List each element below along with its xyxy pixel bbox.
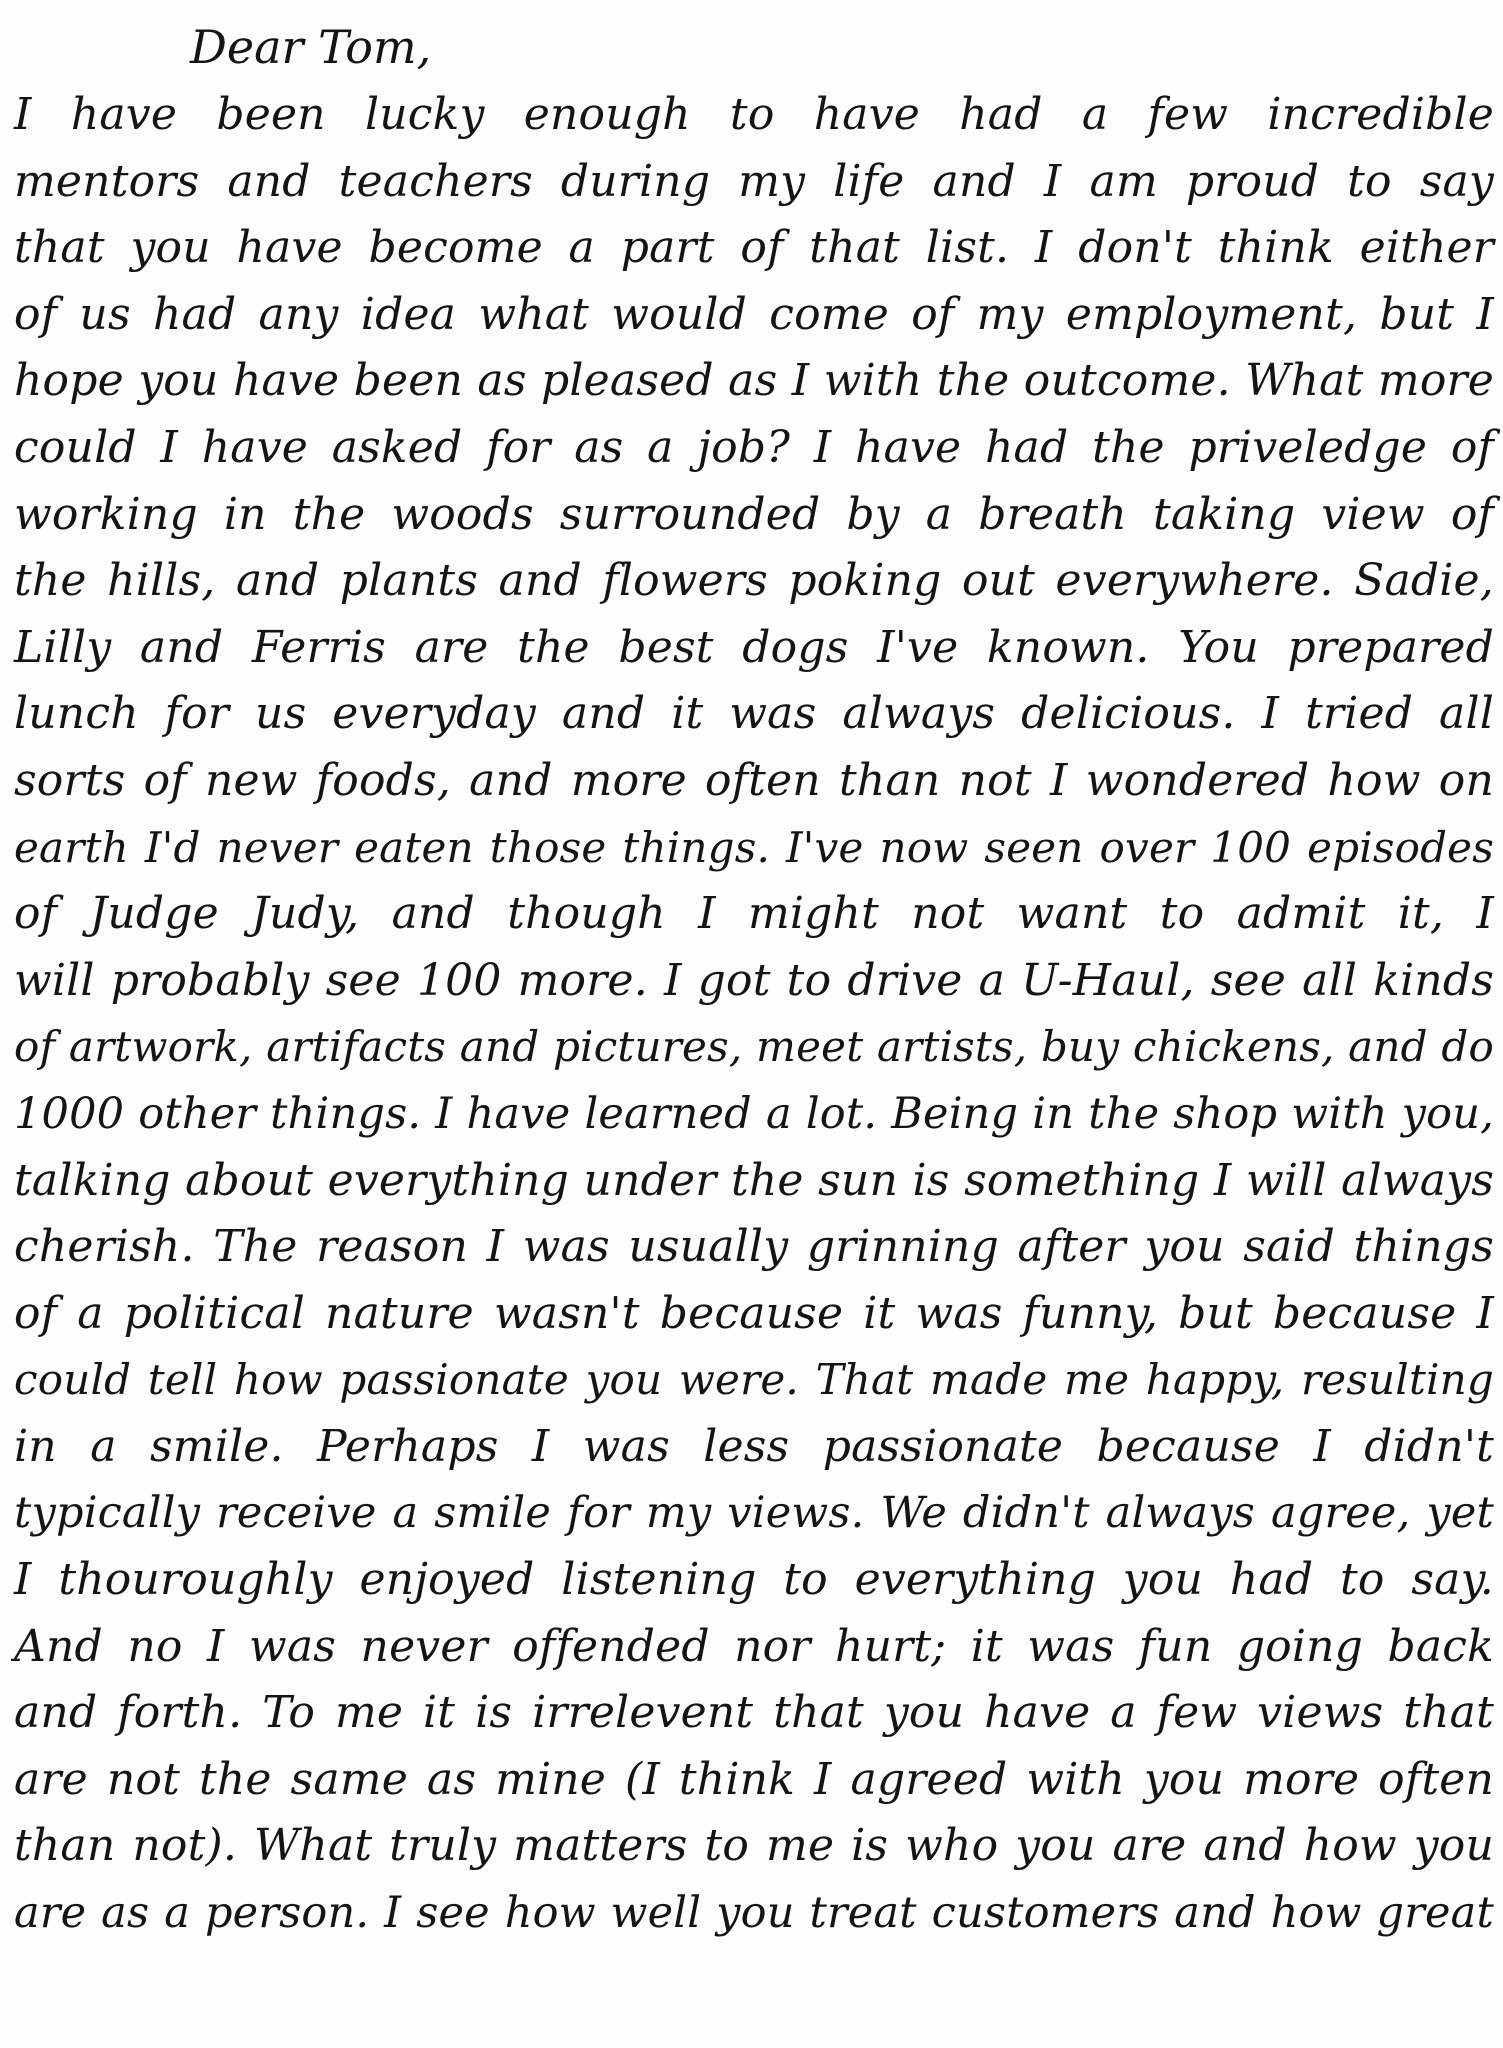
salutation: Dear Tom, <box>190 20 432 74</box>
letter-line: sorts of new foods, and more often than not I wondered how on <box>14 754 1494 806</box>
letter-line: 1000 other things. I have learned a lot. Being in the shop with you, <box>14 1088 1494 1139</box>
letter-line: hope you have been as pleased as I with the outcome. What more <box>14 355 1494 407</box>
letter-line: I have been lucky enough to have had a few incredible <box>14 89 1494 140</box>
letter-line: that you have become a part of that list. I don't think either <box>14 222 1494 274</box>
letter-line: than not). What truly matters to me is who you are and how you <box>14 1820 1494 1872</box>
letter-line: of a political nature wasn't because it was funny, but because I <box>14 1287 1494 1339</box>
letter-line: Lilly and Ferris are the best dogs I've known. You prepared <box>14 621 1494 673</box>
letter-line: mentors and teachers during my life and I am proud to say <box>14 155 1494 207</box>
letter-line: of Judge Judy, and though I might not want to admit it, I <box>14 888 1494 940</box>
letter-body <box>14 82 1494 1947</box>
letter-line: the hills, and plants and flowers poking out everywhere. Sadie, <box>14 555 1494 607</box>
letter-line: and forth. To me it is irrelevent that you have a few views that <box>14 1687 1494 1739</box>
letter-line: cherish. The reason I was usually grinning after you said things <box>14 1221 1494 1273</box>
letter-line: are as a person. I see how well you treat customers and how great <box>14 1888 1494 1939</box>
letter-line: will probably see 100 more. I got to drive a U-Haul, see all kinds <box>14 954 1494 1006</box>
letter-line: in a smile. Perhaps I was less passionate because I didn't <box>14 1420 1494 1472</box>
letter-line: could tell how passionate you were. That made me happy, resulting <box>14 1355 1494 1405</box>
letter-line: And no I was never offended nor hurt; it was fun going back <box>14 1620 1494 1672</box>
letter-line: I thouroughly enjoyed listening to everything you had to say. <box>14 1554 1494 1606</box>
letter-line: of artwork, artifacts and pictures, meet artists, buy chickens, and do <box>14 1022 1494 1072</box>
letter-line: could I have asked for as a job? I have had the priveledge of <box>14 421 1494 473</box>
letter-line: lunch for us everyday and it was always delicious. I tried all <box>14 688 1494 740</box>
letter-line: of us had any idea what would come of my employment, but I <box>14 288 1494 340</box>
letter-line: earth I'd never eaten those things. I've now seen over 100 episodes <box>14 822 1494 872</box>
letter-line: typically receive a smile for my views. We didn't always agree, yet <box>14 1488 1494 1539</box>
letter-line: talking about everything under the sun is something I will always <box>14 1154 1494 1206</box>
letter-line: are not the same as mine (I think I agreed with you more often <box>14 1753 1494 1805</box>
letter-line: working in the woods surrounded by a breath taking view of <box>14 488 1494 540</box>
